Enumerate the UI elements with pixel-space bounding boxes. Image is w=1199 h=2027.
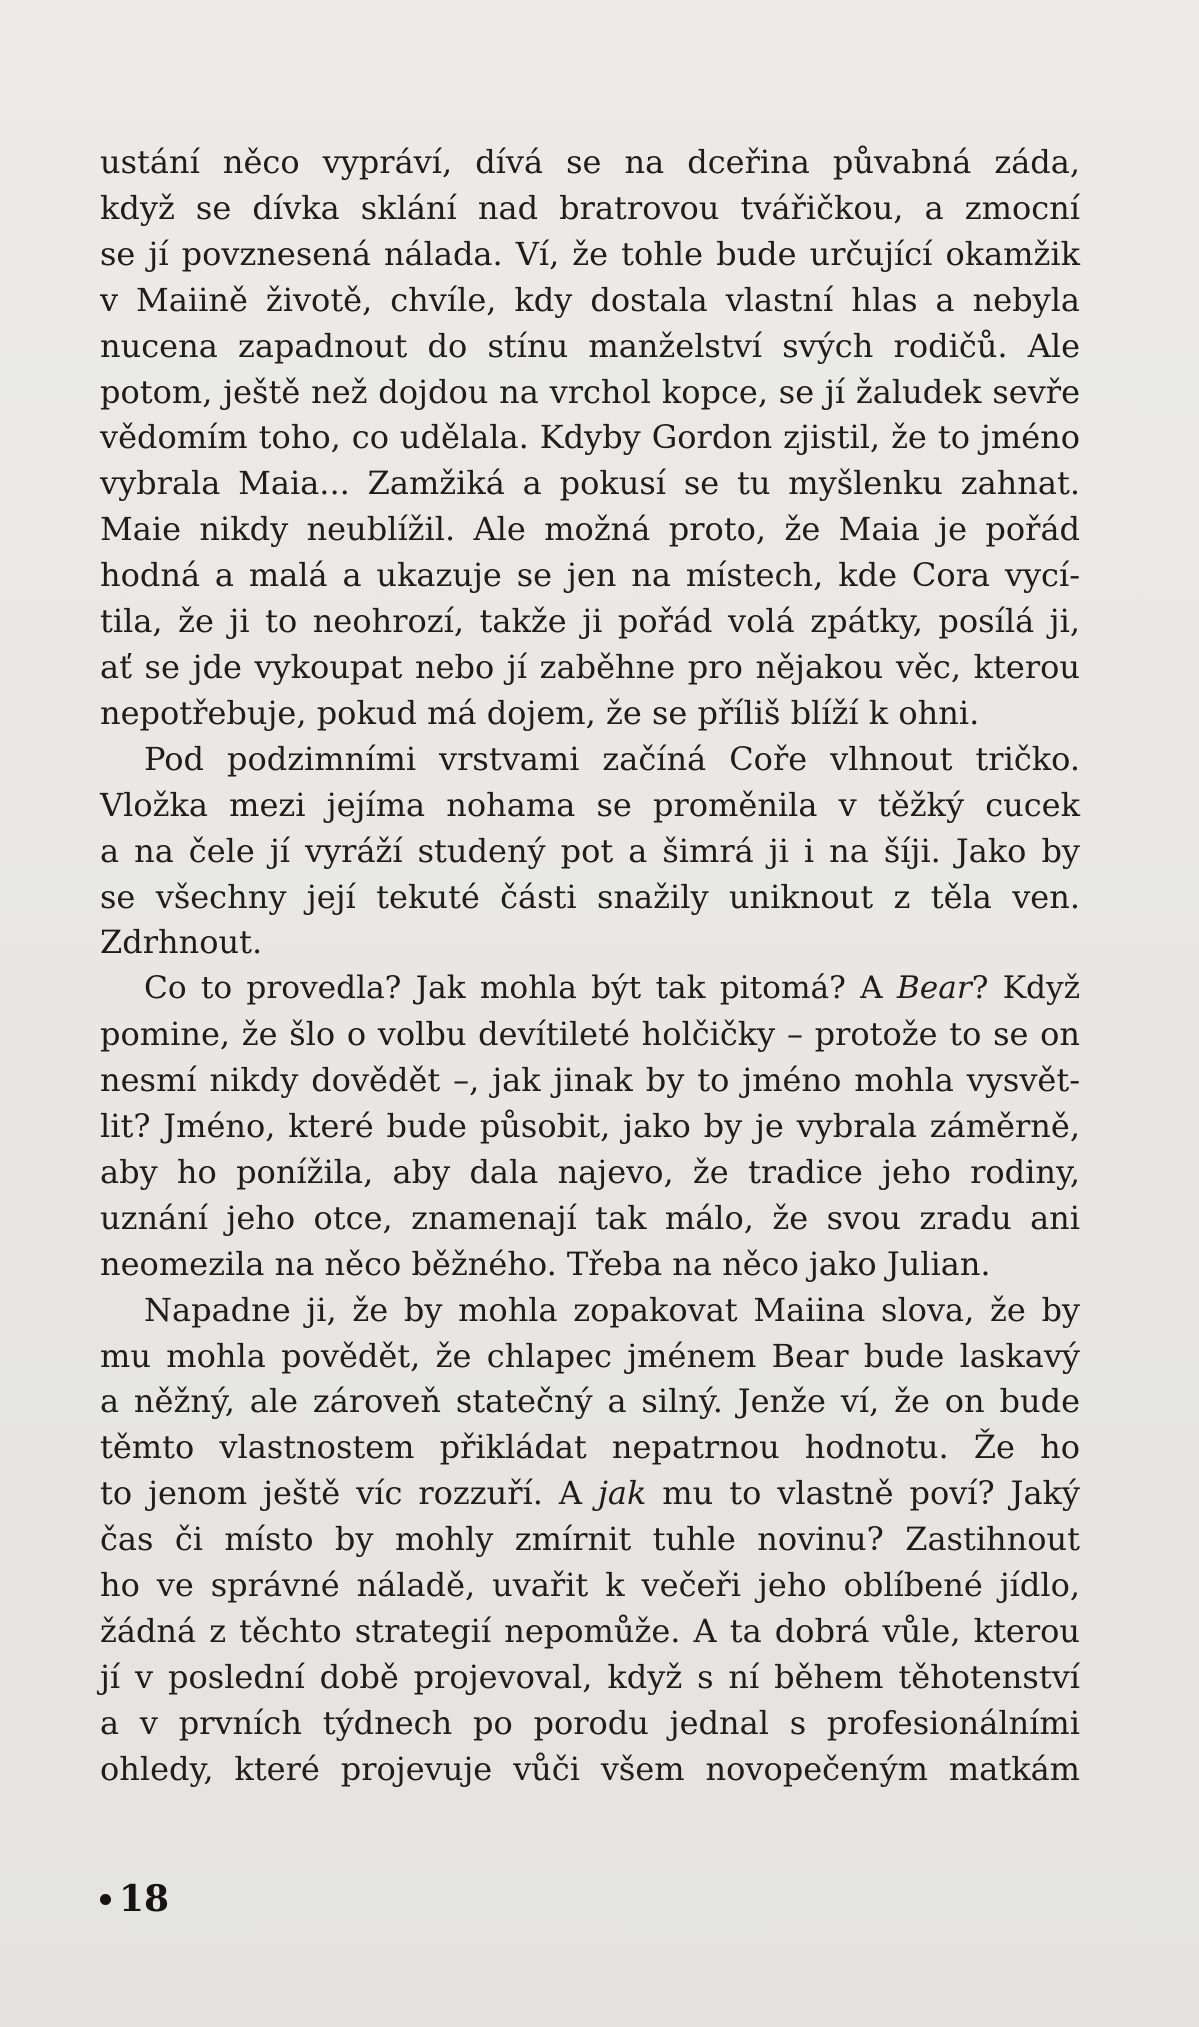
text-line: Vložka mezi jejíma nohama se proměnila v těžký cucek bbox=[100, 785, 1080, 824]
text-line: lit? Jméno, které bude působit, jako by je vybrala záměrně, bbox=[100, 1107, 1080, 1146]
text-line: jí v poslední době projevoval, když s ní během těhotenství bbox=[100, 1657, 1080, 1696]
text-line: a něžný, ale zároveň statečný a silný. Jenže ví, že on bude bbox=[100, 1382, 1080, 1421]
text-line: to jenom ještě víc rozzuří. A jak mu to vlastně poví? Jaký bbox=[100, 1474, 1081, 1513]
text-line: potom, ještě než dojdou na vrchol kopce, se jí žaludek sevře bbox=[100, 372, 1080, 411]
text-line: Napadne ji, že by mohla zopakovat Maiina slova, že by bbox=[144, 1290, 1080, 1329]
page-number bbox=[100, 1878, 169, 1920]
text-line: vědomím toho, co udělala. Kdyby Gordon zjistil, že to jméno bbox=[100, 418, 1080, 457]
text-line: a na čele jí vyráží studený pot a šimrá ji i na šíji. Jako by bbox=[100, 831, 1080, 870]
text-line: neomezila na něco běžného. Třeba na něco jako Julian. bbox=[100, 1244, 991, 1283]
text-line: když se dívka sklání nad bratrovou tvářičkou, a zmocní bbox=[100, 188, 1080, 227]
text-line: vybrala Maia... Zamžiká a pokusí se tu myšlenku zahnat. bbox=[100, 464, 1080, 503]
text-line: aby ho ponížila, aby dala najevo, že tradice jeho rodiny, bbox=[100, 1152, 1080, 1191]
text-line: se všechny její tekuté části snažily uniknout z těla ven. bbox=[100, 877, 1080, 916]
text-line: těmto vlastnostem přikládat nepatrnou hodnotu. Že ho bbox=[100, 1428, 1080, 1467]
text-line: Pod podzimními vrstvami začíná Coře vlhnout tričko. bbox=[144, 739, 1080, 778]
text-line: a v prvních týdnech po porodu jednal s profesionálními bbox=[100, 1703, 1080, 1742]
text-line: Co to provedla? Jak mohla být tak pitomá? A Bear? Když bbox=[144, 970, 1081, 1007]
text-line: pomine, že šlo o volbu devítileté holčičky – protože to se on bbox=[100, 1015, 1080, 1054]
text-line: v Maiině životě, chvíle, kdy dostala vlastní hlas a nebyla bbox=[100, 280, 1080, 319]
emphasis: Bear bbox=[896, 970, 972, 1007]
body-text bbox=[100, 140, 1080, 1793]
text-line: čas či místo by mohly zmírnit tuhle novinu? Zastihnout bbox=[100, 1520, 1080, 1559]
text-line: nepotřebuje, pokud má dojem, že se příliš blíží k ohni. bbox=[100, 693, 980, 732]
text-line: hodná a malá a ukazuje se jen na místech, kde Cora vycí- bbox=[100, 556, 1080, 595]
text-line: ustání něco vypráví, dívá se na dceřina půvabná záda, bbox=[100, 143, 1080, 181]
text-line: ohledy, které projevuje vůči všem novopečeným matkám bbox=[100, 1749, 1080, 1788]
text-line: mu mohla povědět, že chlapec jménem Bear bude laskavý bbox=[100, 1336, 1080, 1375]
text-line: nesmí nikdy dovědět –, jak jinak by to jméno mohla vysvět- bbox=[100, 1061, 1080, 1100]
emphasis: jak bbox=[597, 1474, 647, 1513]
bullet-icon bbox=[100, 1894, 111, 1905]
text-line: uznání jeho otce, znamenají tak málo, že svou zradu ani bbox=[100, 1198, 1080, 1237]
text-line: nucena zapadnout do stínu manželství svých rodičů. Ale bbox=[100, 326, 1080, 365]
text-line: ho ve správné náladě, uvařit k večeři jeho oblíbené jídlo, bbox=[100, 1566, 1080, 1605]
text-line: tila, že ji to neohrozí, takže ji pořád volá zpátky, posílá ji, bbox=[100, 602, 1080, 641]
text-line: žádná z těchto strategií nepomůže. A ta dobrá vůle, kterou bbox=[100, 1612, 1080, 1650]
page-number-value: 18 bbox=[119, 1878, 170, 1920]
text-line: Maie nikdy neublížil. Ale možná proto, že Maia je pořád bbox=[100, 510, 1080, 549]
text-line: Zdrhnout. bbox=[100, 923, 263, 962]
text-line: ať se jde vykoupat nebo jí zaběhne pro nějakou věc, kterou bbox=[100, 647, 1080, 686]
text-line: se jí povznesená nálada. Ví, že tohle bude určující okamžik bbox=[100, 234, 1080, 273]
